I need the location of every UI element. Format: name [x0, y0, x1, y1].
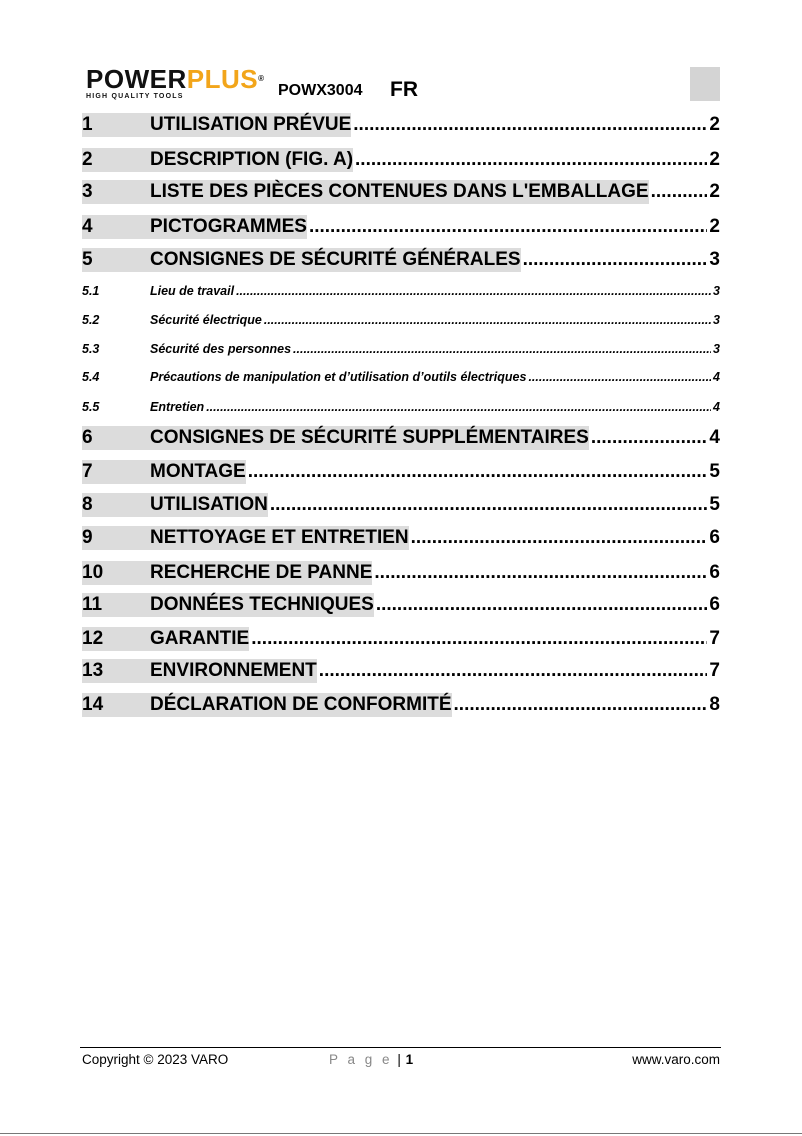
- brand-wordmark: POWERPLUS®: [86, 64, 265, 94]
- toc-entry-page: 6: [709, 562, 720, 583]
- toc-entry-number: 2: [82, 148, 150, 172]
- toc-entry[interactable]: [82, 113, 720, 137]
- toc-entry-title: Précautions de manipulation et d’utilisation d’outils électriques: [150, 370, 527, 384]
- toc-entry-page: 3: [713, 342, 720, 356]
- toc-leader-dots: [355, 148, 707, 172]
- toc-entry[interactable]: [82, 526, 720, 550]
- model-number: POWX3004: [278, 82, 363, 99]
- footer-website: www.varo.com: [632, 1052, 720, 1067]
- page-number: 1: [405, 1052, 414, 1067]
- toc-entry-title: CONSIGNES DE SÉCURITÉ GÉNÉRALES: [150, 249, 521, 270]
- toc-entry[interactable]: [82, 627, 720, 651]
- toc-entry-page: 4: [709, 427, 720, 448]
- toc-entry-title: RECHERCHE DE PANNE: [150, 562, 373, 583]
- toc-entry-title: Sécurité des personnes: [150, 342, 292, 356]
- toc-entry[interactable]: [82, 493, 720, 517]
- toc-entry-number: 3: [82, 180, 150, 204]
- toc-leader-dots: [591, 426, 708, 450]
- toc-entry-number: 9: [82, 526, 150, 550]
- toc-leader-dots: [411, 526, 708, 550]
- toc-entry-number: 4: [82, 215, 150, 239]
- toc-entry-title: UTILISATION: [150, 494, 268, 515]
- toc-entry-number: 12: [82, 627, 150, 651]
- toc-entry-number: 5.3: [82, 342, 100, 356]
- toc-entry-page: 2: [709, 149, 720, 170]
- toc-entry[interactable]: [82, 368, 720, 386]
- toc-entry-title: Entretien: [150, 400, 205, 414]
- footer-divider: [80, 1047, 721, 1048]
- toc-entry-title: DÉCLARATION DE CONFORMITÉ: [150, 694, 452, 715]
- page-bottom-edge: [0, 1133, 802, 1134]
- toc-entry-page: 3: [713, 284, 720, 298]
- toc-leader-dots: [264, 311, 711, 329]
- toc-entry-page: 2: [709, 114, 720, 135]
- toc-entry-page: 2: [709, 181, 720, 202]
- toc-entry-number: 13: [82, 659, 150, 683]
- toc-entry[interactable]: [82, 340, 720, 358]
- toc-entry-number: 7: [82, 460, 150, 484]
- toc-entry-page: 6: [709, 594, 720, 615]
- toc-entry-number: 10: [82, 561, 150, 585]
- toc-entry[interactable]: [82, 180, 720, 204]
- toc-entry-page: 4: [713, 400, 720, 414]
- toc-entry[interactable]: [82, 426, 720, 450]
- header-marker-box: [690, 67, 720, 101]
- toc-entry-title: UTILISATION PRÉVUE: [150, 114, 352, 135]
- toc-entry-title: Lieu de travail: [150, 284, 235, 298]
- toc-leader-dots: [376, 593, 708, 617]
- toc-entry-title: DESCRIPTION (FIG. A): [150, 149, 354, 170]
- toc-entry[interactable]: [82, 215, 720, 239]
- toc-leader-dots: [251, 627, 707, 651]
- toc-leader-dots: [270, 493, 708, 517]
- toc-entry[interactable]: [82, 693, 720, 717]
- toc-entry-title: PICTOGRAMMES: [150, 216, 307, 237]
- toc-entry[interactable]: [82, 248, 720, 272]
- toc-entry-page: 4: [713, 370, 720, 384]
- toc-entry[interactable]: [82, 148, 720, 172]
- toc-entry-page: 7: [709, 628, 720, 649]
- toc-entry-title: LISTE DES PIÈCES CONTENUES DANS L'EMBALLAGE: [150, 181, 649, 202]
- toc-entry-number: 5.2: [82, 313, 100, 327]
- toc-leader-dots: [353, 113, 707, 137]
- toc-entry-number: 6: [82, 426, 150, 450]
- toc-entry-page: 6: [709, 527, 720, 548]
- toc-entry-page: 5: [709, 461, 720, 482]
- toc-leader-dots: [651, 180, 708, 204]
- toc-leader-dots: [523, 248, 708, 272]
- toc-entry[interactable]: [82, 659, 720, 683]
- toc-entry[interactable]: [82, 398, 720, 416]
- toc-leader-dots: [319, 659, 708, 683]
- footer-page-indicator: [329, 1052, 413, 1067]
- page-separator: |: [397, 1052, 401, 1067]
- toc-entry-title: ENVIRONNEMENT: [150, 660, 317, 681]
- language-code: FR: [390, 78, 418, 101]
- toc-entry-page: 3: [713, 313, 720, 327]
- toc-entry-title: GARANTIE: [150, 628, 250, 649]
- toc-leader-dots: [236, 282, 711, 300]
- toc-entry-page: 7: [709, 660, 720, 681]
- brand-tagline: HIGH QUALITY TOOLS: [86, 93, 184, 100]
- toc-leader-dots: [309, 215, 707, 239]
- toc-leader-dots: [293, 340, 711, 358]
- toc-entry-title: MONTAGE: [150, 461, 246, 482]
- toc-entry-number: 5.5: [82, 400, 100, 414]
- toc-entry[interactable]: [82, 593, 720, 617]
- toc-leader-dots: [374, 561, 707, 585]
- toc-entry-page: 2: [709, 216, 720, 237]
- toc-entry-title: Sécurité électrique: [150, 313, 262, 327]
- toc-entry-number: 11: [82, 593, 150, 617]
- toc-leader-dots: [528, 368, 711, 386]
- toc-entry-title: NETTOYAGE ET ENTRETIEN: [150, 527, 409, 548]
- toc-entry-page: 8: [709, 694, 720, 715]
- toc-entry[interactable]: [82, 561, 720, 585]
- footer-copyright: Copyright © 2023 VARO: [82, 1052, 229, 1067]
- toc-entry-number: 8: [82, 493, 150, 517]
- page-label: P a g e: [329, 1052, 393, 1067]
- toc-entry-number: 5: [82, 248, 150, 272]
- toc-entry-page: 3: [709, 249, 720, 270]
- toc-entry-page: 5: [709, 494, 720, 515]
- toc-entry-number: 5.4: [82, 370, 100, 384]
- toc-entry-number: 1: [82, 113, 150, 137]
- toc-leader-dots: [248, 460, 708, 484]
- toc-entry[interactable]: [82, 460, 720, 484]
- toc-entry-number: 5.1: [82, 284, 100, 298]
- toc-entry-number: 14: [82, 693, 150, 717]
- toc-leader-dots: [206, 398, 711, 416]
- toc-leader-dots: [454, 693, 708, 717]
- toc-entry[interactable]: [82, 311, 720, 329]
- toc-entry[interactable]: [82, 282, 720, 300]
- toc-entry-title: DONNÉES TECHNIQUES: [150, 594, 374, 615]
- toc-entry-title: CONSIGNES DE SÉCURITÉ SUPPLÉMENTAIRES: [150, 427, 589, 448]
- brand-logo: [86, 66, 271, 100]
